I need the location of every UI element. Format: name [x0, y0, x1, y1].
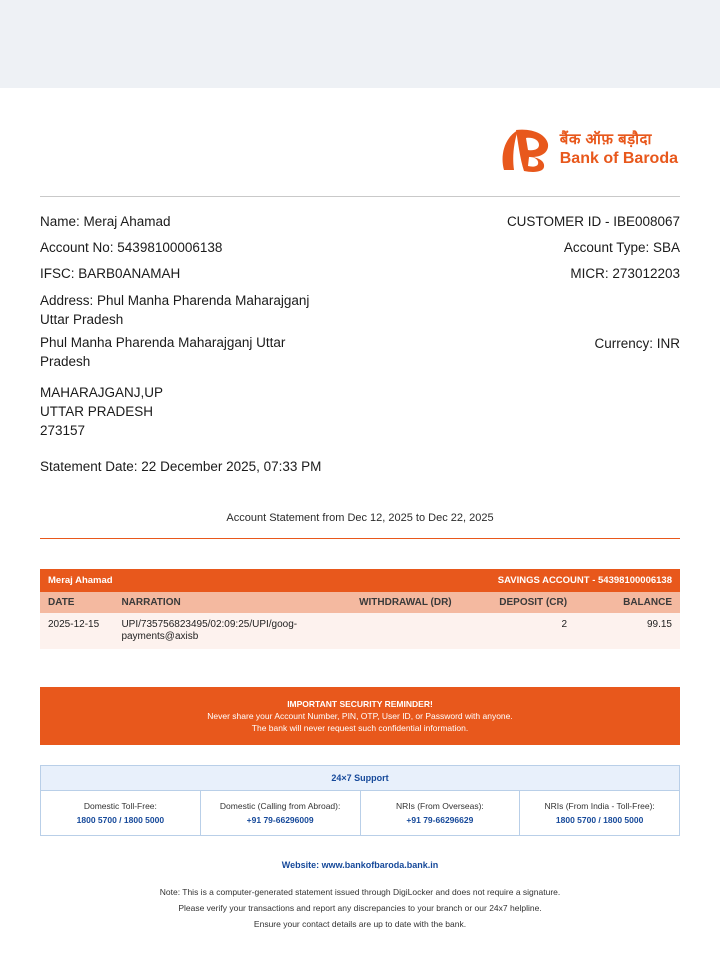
page-top-band — [0, 0, 720, 88]
cell-deposit: 2 — [460, 613, 575, 649]
band-account-label: SAVINGS ACCOUNT - 54398100006138 — [497, 575, 672, 586]
support-cell-nri-india — [520, 791, 680, 836]
footnotes — [40, 884, 680, 932]
statement-date: Statement Date: 22 December 2025, 07:33 PM — [40, 459, 322, 474]
address-state: UTTAR PRADESH — [40, 404, 154, 419]
cell-date: 2025-12-15 — [40, 613, 113, 649]
address-and-currency — [40, 287, 680, 440]
account-info — [40, 197, 680, 480]
footnote-3: Ensure your contact details are up to date with the bank. — [253, 919, 467, 929]
support-label: Domestic (Calling from Abroad): — [219, 801, 341, 811]
support-value: +91 79-66296629 — [406, 815, 474, 825]
statement-period: Account Statement from Dec 12, 2025 to Dec 22, 2025 — [226, 512, 494, 524]
support-label: NRIs (From India - Toll-Free): — [544, 801, 655, 811]
support-label: NRIs (From Overseas): — [395, 801, 484, 811]
support-cell-domestic-tollfree — [41, 791, 201, 836]
support-label: Domestic Toll-Free: — [83, 801, 157, 811]
column-header-balance: BALANCE — [623, 597, 672, 608]
address-block — [40, 287, 340, 440]
support-header: 24×7 Support — [40, 765, 680, 791]
info-row-ifsc — [40, 261, 680, 287]
support-value: 1800 5700 / 1800 5000 — [555, 815, 644, 825]
support-cell-nri-overseas — [360, 791, 520, 836]
support-value: +91 79-66296009 — [246, 815, 314, 825]
column-header-narration: NARRATION — [121, 597, 181, 608]
table-row — [40, 613, 680, 649]
column-header-withdrawal: WITHDRAWAL (DR) — [359, 597, 452, 608]
website-link[interactable]: Website: www.bankofbaroda.bank.in — [281, 860, 439, 870]
logo-english-text: Bank of Baroda — [559, 149, 678, 167]
footnote-2: Please verify your transactions and report any discrepancies to your branch or our 24x7 helpline. — [178, 903, 542, 913]
security-notice — [40, 687, 680, 745]
support-cell-domestic-abroad — [200, 791, 360, 836]
baroda-b-icon — [498, 126, 552, 174]
statement-page — [0, 88, 720, 932]
logo-hindi-text: बैंक ऑफ़ बड़ौदा — [559, 131, 652, 149]
ifsc-code: IFSC: BARB0ANAMAH — [40, 266, 181, 281]
table-band-row — [40, 569, 680, 592]
column-header-deposit: DEPOSIT (CR) — [499, 597, 568, 608]
address-line-2: Phul Manha Pharenda Maharajganj Uttar Pradesh — [40, 335, 286, 369]
address-line-1: Address: Phul Manha Pharenda Maharajganj Uttar Pradesh — [40, 293, 310, 327]
security-notice-line-1: Never share your Account Number, PIN, OTP, User ID, or Password with anyone. — [207, 711, 513, 721]
customer-id: CUSTOMER ID - IBE008067 — [506, 214, 680, 229]
security-notice-line-2: The bank will never request such confidential information. — [251, 723, 469, 733]
transactions-table — [40, 569, 680, 649]
info-row-account — [40, 235, 680, 261]
micr-code: MICR: 273012203 — [570, 266, 680, 281]
support-row — [41, 791, 680, 836]
band-account-holder: Meraj Ahamad — [48, 575, 113, 586]
bank-logo-row — [40, 88, 680, 174]
bank-logo — [498, 126, 678, 174]
support-table — [40, 791, 680, 836]
account-number: Account No: 54398100006138 — [40, 240, 223, 255]
period-divider — [40, 538, 680, 539]
support-value: 1800 5700 / 1800 5000 — [76, 815, 165, 825]
column-header-date: DATE — [48, 597, 75, 608]
account-type: Account Type: SBA — [563, 240, 680, 255]
cell-balance: 99.15 — [575, 613, 680, 649]
account-holder-name: Name: Meraj Ahamad — [40, 214, 171, 229]
table-header-row — [40, 592, 680, 613]
info-row-name — [40, 209, 680, 235]
address-pincode: 273157 — [40, 423, 86, 438]
security-notice-title: IMPORTANT SECURITY REMINDER! — [287, 699, 433, 709]
cell-withdrawal — [334, 613, 460, 649]
address-city: MAHARAJGANJ,UP — [40, 385, 164, 400]
currency-value: Currency: INR — [594, 336, 680, 351]
cell-narration: UPI/735756823495/02:09:25/UPI/goog-payments@axisb — [113, 613, 333, 649]
footnote-1: Note: This is a computer-generated statement issued through DigiLocker and does not require a signature. — [159, 887, 561, 897]
